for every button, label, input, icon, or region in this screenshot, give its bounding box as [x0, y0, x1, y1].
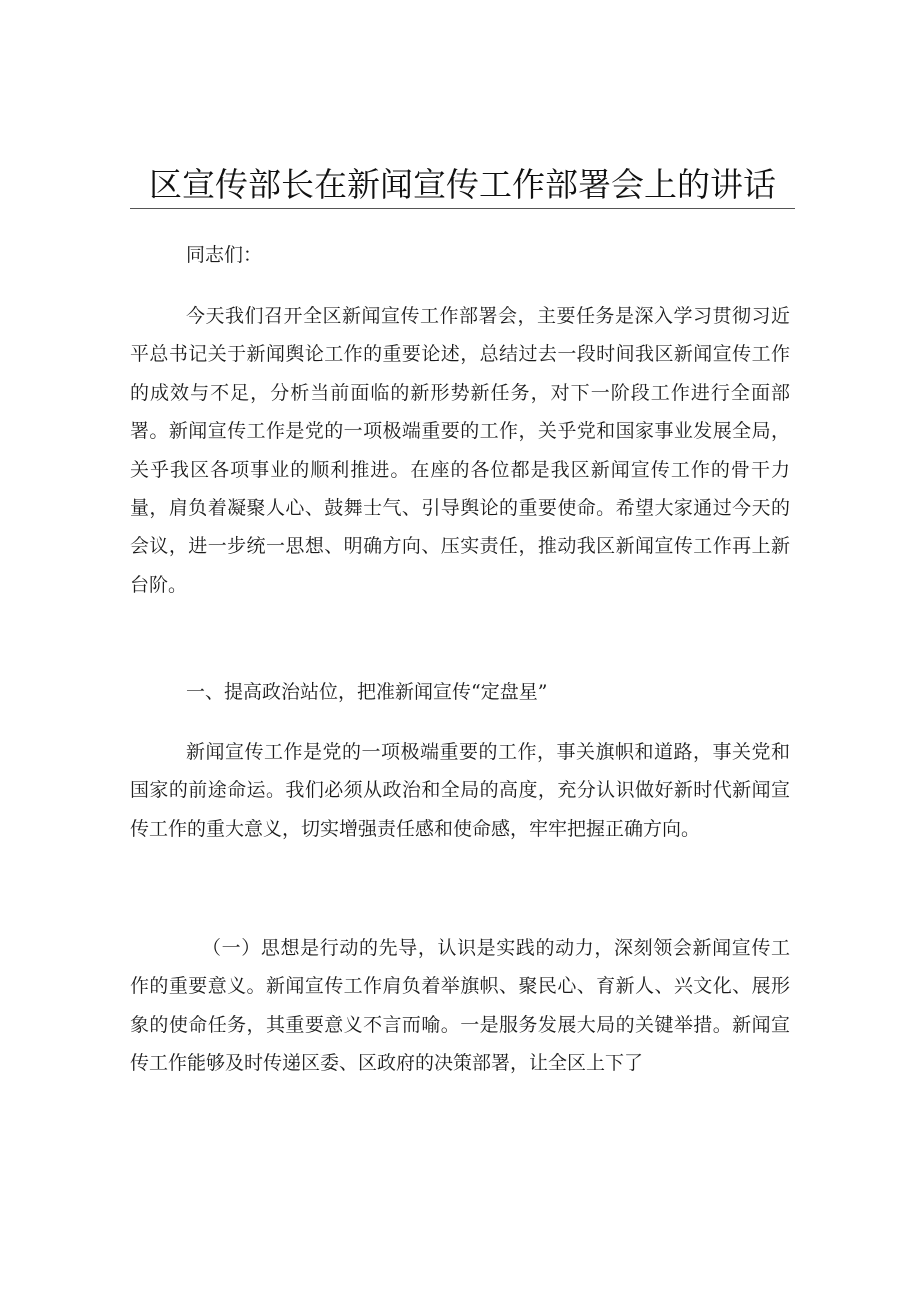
salutation: 同志们：	[186, 244, 263, 266]
subsection-paragraph: （一）思想是行动的先导，认识是实践的动力，深刻领会新闻宣传工作的重要意义。新闻宣传工作肩负着举旗帜、聚民心、育新人、兴文化、展形象的使命任务，其重要意义不言而喻。一是服务发展大局的关键举措。新闻宣传工作能够及时传递区委、区政府的决策部署，让全区上下了	[130, 937, 790, 1075]
title-underline	[130, 208, 795, 209]
section-paragraph: 新闻宣传工作是党的一项极端重要的工作，事关旗帜和道路，事关党和国家的前途命运。我们必须从政治和全局的高度，充分认识做好新时代新闻宣传工作的重大意义，切实增强责任感和使命感，牢牢把握正确方向。	[130, 741, 790, 840]
section-heading: 一、提高政治站位，把准新闻宣传“定盘星”	[186, 681, 548, 703]
document-title: 区宣传部长在新闻宣传工作部署会上的讲话	[149, 165, 776, 204]
opening-paragraph: 今天我们召开全区新闻宣传工作部署会，主要任务是深入学习贯彻习近平总书记关于新闻舆论工作的重要论述，总结过去一段时间我区新闻宣传工作的成效与不足，分析当前面临的新形势新任务，对下一阶段工作进行全面部署。新闻宣传工作是党的一项极端重要的工作，关乎党和国家事业发展全局，关乎我区各项事业的顺利推进。在座的各位都是我区新闻宣传工作的骨干力量，肩负着凝聚人心、鼓舞士气、引导舆论的重要使命。希望大家通过今天的会议，进一步统一思想、明确方向、压实责任，推动我区新闻宣传工作再上新台阶。	[130, 305, 790, 596]
